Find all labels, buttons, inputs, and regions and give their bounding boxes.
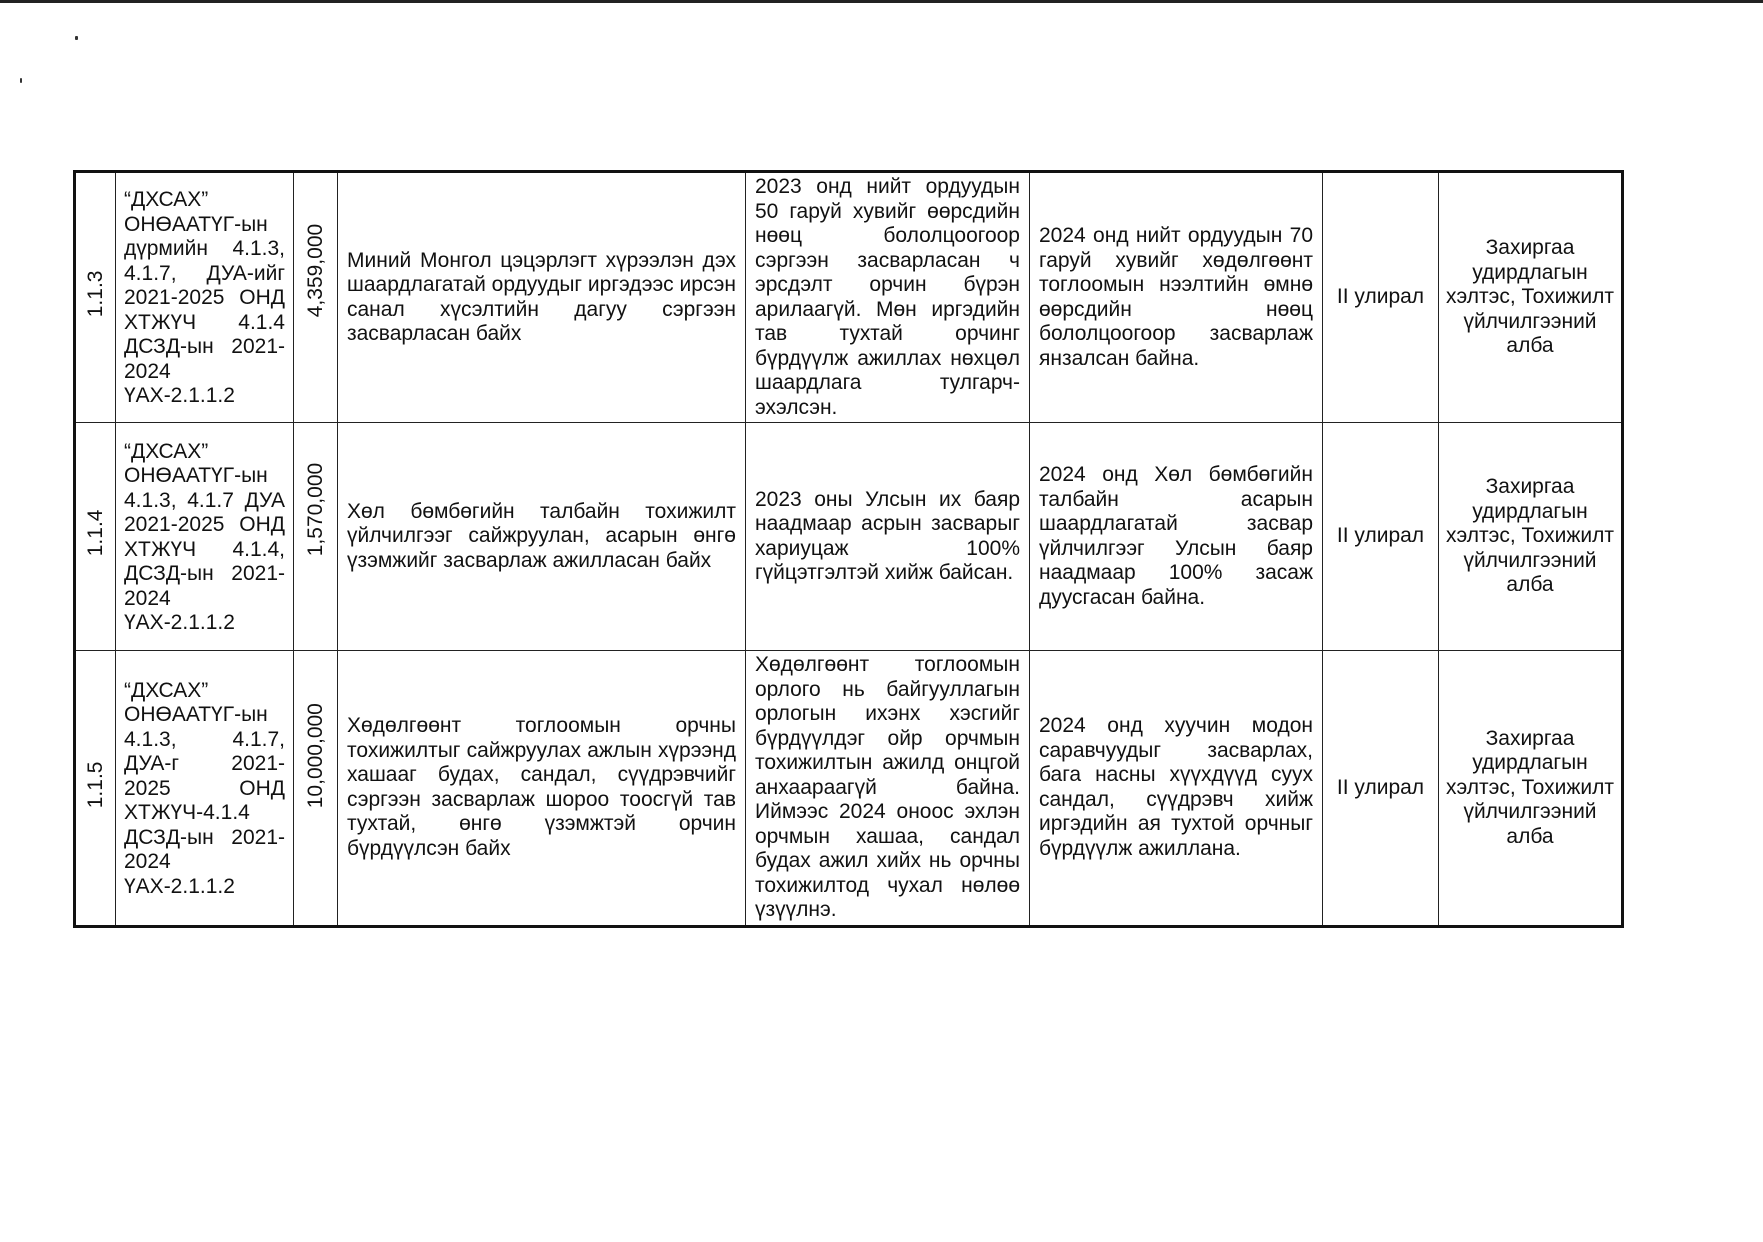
measure-text: Хөл бөмбөгийн талбайн тохижилт үйлчилгээг сайжруулан, асарын өнгө үзэмжийг засварлаж ажилласан байх: [347, 499, 736, 572]
table-row: [75, 651, 1623, 927]
measure-cell: [338, 172, 746, 423]
responsible-cell: [1439, 651, 1623, 927]
budget-cell: [294, 423, 338, 651]
legal-basis-cell: [116, 651, 294, 927]
quarter-text: II улирал: [1336, 285, 1425, 309]
item-number-cell: [75, 172, 116, 423]
responsible-cell: [1439, 172, 1623, 423]
budget-cell: [294, 651, 338, 927]
quarter-text: II улирал: [1336, 524, 1425, 548]
budget-amount: 1,570,000: [303, 463, 327, 557]
item-number: 1.1.5: [83, 761, 107, 808]
measure-cell: [338, 423, 746, 651]
action-plan-table: [73, 170, 1624, 928]
baseline-cell: [746, 651, 1030, 927]
item-number-cell: [75, 651, 116, 927]
target-text: 2024 онд нийт ордуудын 70 гаруй хувийг хөдөлгөөнт тоглоомын нээлтийн өмнө өөрсдийн нөөц бололцоогоор засварлаж янзалсан байна.: [1039, 224, 1313, 370]
item-number-cell: [75, 423, 116, 651]
target-text: 2024 онд хуучин модон саравчуудыг засварлах, бага насны хүүхдүүд суух сандал, сүүдрэвч хийж иргэдийн ая тухтой орчныг бүрдүүлж ажиллана.: [1039, 714, 1313, 860]
measure-cell: [338, 651, 746, 927]
legal-basis-cell: [116, 423, 294, 651]
responsible-text: Захиргаа удирдлагын хэлтэс, Тохижилт үйлчилгээний алба: [1445, 475, 1615, 597]
budget-cell: [294, 172, 338, 423]
target-cell: [1030, 651, 1323, 927]
responsible-text: Захиргаа удирдлагын хэлтэс, Тохижилт үйлчилгээний алба: [1445, 726, 1615, 848]
measure-text: Хөдөлгөөнт тоглоомын орчны тохижилтыг сайжруулах ажлын хүрээнд хашааг будах, сандал, сүүдрэвчийг сэргээн засварлаж шороо тоосгүй тав тухтай, өнгө үзэмжтэй орчин бүрдүүлсэн байх: [347, 714, 736, 860]
legal-basis: “ДХСАХ” ОНӨААТҮГ-ын 4.1.3, 4.1.7 ДУА 2021-2025 ОНД ХТЖҮЧ 4.1.4, ДСЗД-ын 2021-2024 ҮАХ-2.1.1.2: [124, 439, 285, 634]
baseline-text: Хөдөлгөөнт тоглоомын орлого нь байгууллагын орлогын ихэнх хэсгийг бүрдүүлдэг ойр орчмын тохижилтын ажилд онцгой анхаараагүй байна. Иймээс 2024 оноос эхлэн орчмын хашаа, сандал будах ажил хийх нь орчны тохижилтод чухал нөлөө үзүүлнэ.: [755, 653, 1020, 921]
budget-amount: 10,000,000: [303, 702, 327, 808]
quarter-text: II улирал: [1336, 775, 1425, 799]
legal-basis: “ДХСАХ” ОНӨААТҮГ-ын дүрмийн 4.1.3, 4.1.7, ДУА-ийг 2021-2025 ОНД ХТЖҮЧ 4.1.4 ДСЗД-ын 2021-2024 ҮАХ-2.1.1.2: [124, 188, 285, 408]
quarter-cell: [1323, 651, 1439, 927]
legal-basis-cell: [116, 172, 294, 423]
baseline-cell: [746, 423, 1030, 651]
scan-speck: [20, 78, 22, 83]
scan-speck: [75, 36, 78, 40]
target-text: 2024 онд Хөл бөмбөгийн талбайн асарын шаардлагатай засвар үйлчилгээг Улсын баяр наадмаар 100% засаж дуусгасан байна.: [1039, 463, 1313, 609]
quarter-cell: [1323, 423, 1439, 651]
responsible-cell: [1439, 423, 1623, 651]
budget-amount: 4,359,000: [303, 224, 327, 318]
measure-text: Миний Монгол цэцэрлэгт хүрээлэн дэх шаардлагатай ордуудыг иргэдээс ирсэн санал хүсэлтийн дагуу сэргээн засварласан байх: [347, 248, 736, 345]
baseline-text: 2023 оны Улсын их баяр наадмаар асрын засварыг хариуцаж 100% гүйцэтгэлтэй хийж байсан.: [755, 487, 1020, 584]
target-cell: [1030, 423, 1323, 651]
baseline-text: 2023 онд нийт ордуудын 50 гаруй хувийг өөрсдийн нөөц бололцоогоор сэргээн засварласан ч эрсдэлт орчин бүрэн арилаагүй. Мөн иргэдийн тав тухтай орчинг бүрдүүлж ажиллах нөхцөл шаардлага тулгарч-эхэлсэн.: [755, 175, 1020, 419]
table-row: [75, 423, 1623, 651]
item-number: 1.1.3: [83, 270, 107, 318]
legal-basis: “ДХСАХ” ОНӨААТҮГ-ын 4.1.3, 4.1.7, ДУА-г 2021-2025 ОНД ХТЖҮЧ-4.1.4 ДСЗД-ын 2021-2024 ҮАХ-2.1.1.2: [124, 678, 285, 898]
baseline-cell: [746, 172, 1030, 423]
responsible-text: Захиргаа удирдлагын хэлтэс, Тохижилт үйлчилгээний алба: [1445, 236, 1615, 358]
top-scan-border: [0, 0, 1763, 3]
item-number: 1.1.4: [83, 509, 107, 557]
table-row: [75, 172, 1623, 423]
quarter-cell: [1323, 172, 1439, 423]
target-cell: [1030, 172, 1323, 423]
